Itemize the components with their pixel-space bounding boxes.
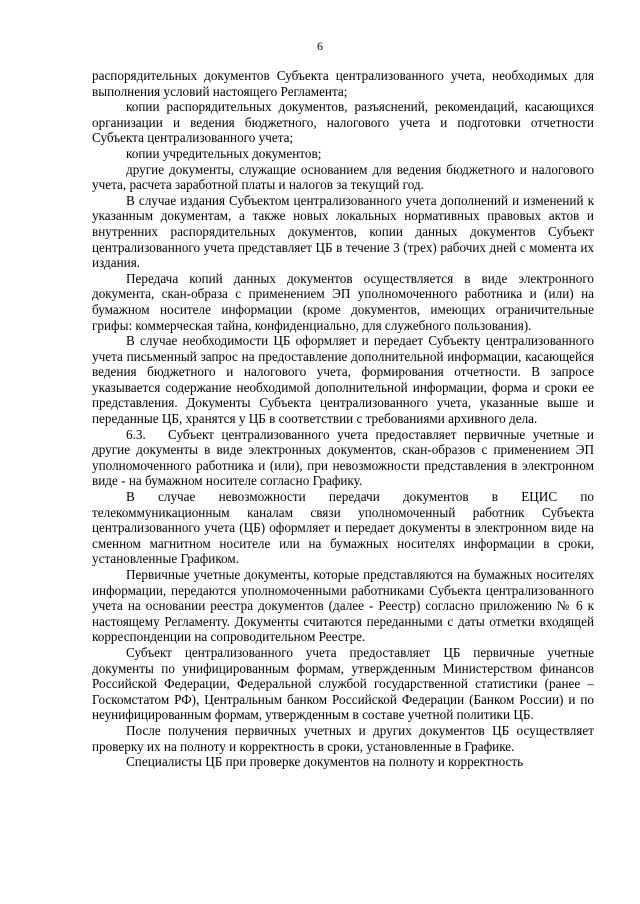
paragraph <box>92 723 594 754</box>
paragraph-text: копии учредительных документов; <box>126 145 322 161</box>
paragraph-text: В случае издания Субъектом централизованного учета дополнений и изменений к указанным документам, а также новых локальных нормативных правовых актов и внутренних распорядительных документов, копии данных документов Субъект централизованного учета представляет ЦБ в течение 3 (трех) рабочих дней с момента их издания. <box>92 192 594 271</box>
paragraph-text: копии распорядительных документов, разъяснений, рекомендаций, касающихся организации и ведения бюджетного, налогового учета и подготовки отчетности Субъекта централизованного учета; <box>92 99 594 146</box>
paragraph <box>92 333 594 427</box>
paragraph-text: Передача копий данных документов осуществляется в виде электронного документа, скан-образа с применением ЭП уполномоченного работника и (или) на бумажном носителе информации (кроме документов, имеющих ограничительные грифы: коммерческая тайна, конфиденциально, для служебного пользования). <box>92 270 594 333</box>
paragraph-text: Первичные учетные документы, которые представляются на бумажных носителях информации, передаются уполномоченными работниками Субъекта централизованного учета на основании реестра документов (далее - Реестр) согласно приложению № 6 к настоящему Регламенту. Документы считаются переданными с даты отметки входящей корреспонденции на сопроводительном Реестре. <box>92 567 594 645</box>
paragraph <box>92 68 594 99</box>
document-body <box>92 68 594 770</box>
section-number: 6.3. <box>126 426 146 442</box>
paragraph <box>92 271 594 333</box>
paragraph <box>92 645 594 723</box>
page-number: 6 <box>317 39 323 53</box>
paragraph <box>92 146 594 162</box>
paragraph-text: В случае невозможности передачи документов в ЕЦИС по телекоммуникационным каналам связи уполномоченный работник Субъекта централизованного учета (ЦБ) оформляет и передает документы в электронном виде на сменном магнитном носителе или на бумажных носителях информации в сроки, установленные Графиком. <box>92 489 594 567</box>
paragraph-text: другие документы, служащие основанием для ведения бюджетного и налогового учета, расчета заработной платы и налогов за текущий год. <box>92 161 594 193</box>
paragraph <box>92 567 594 645</box>
paragraph-text: В случае необходимости ЦБ оформляет и передает Субъекту централизованного учета письменный запрос на предоставление дополнительной информации, касающейся ведения бюджетного и налогового учета, формирования отчетности. В запросе указывается содержание необходимой дополнительной информации, форма и сроки ее представления. Документы Субъекта централизованного учета, указанные выше и переданные ЦБ, хранятся у ЦБ в соответствии с требованиями архивного дела. <box>92 333 594 427</box>
paragraph <box>92 99 594 146</box>
paragraph <box>92 427 594 489</box>
paragraph-text: Субъект централизованного учета предоставляет ЦБ первичные учетные документы по унифицированным формам, утвержденным Министерством финансов Российской Федерации, Федеральной службой государственной статистики (ранее – Госкомстатом РФ), Центральным банком Российской Федерации (Банком России) и по неунифицированным формам, утвержденным в составе учетной политики ЦБ. <box>92 644 594 723</box>
paragraph <box>92 489 594 567</box>
paragraph <box>92 754 594 770</box>
paragraph <box>92 193 594 271</box>
paragraph-text: распорядительных документов Субъекта централизованного учета, необходимых для выполнения условий настоящего Регламента; <box>92 68 594 99</box>
paragraph-text: После получения первичных учетных и других документов ЦБ осуществляет проверку их на полноту и корректность в сроки, установленные в Графике. <box>92 722 594 754</box>
paragraph <box>92 162 594 193</box>
paragraph-text: Специалисты ЦБ при проверке документов на полноту и корректность <box>126 754 524 770</box>
paragraph-text: Субъект централизованного учета предоставляет первичные учетные и другие документы в виде электронных документов, скан-образов с применением ЭП уполномоченного работника и (или), при невозможности представления в электронном виде - на бумажном носителе согласно Графику. <box>92 426 594 489</box>
